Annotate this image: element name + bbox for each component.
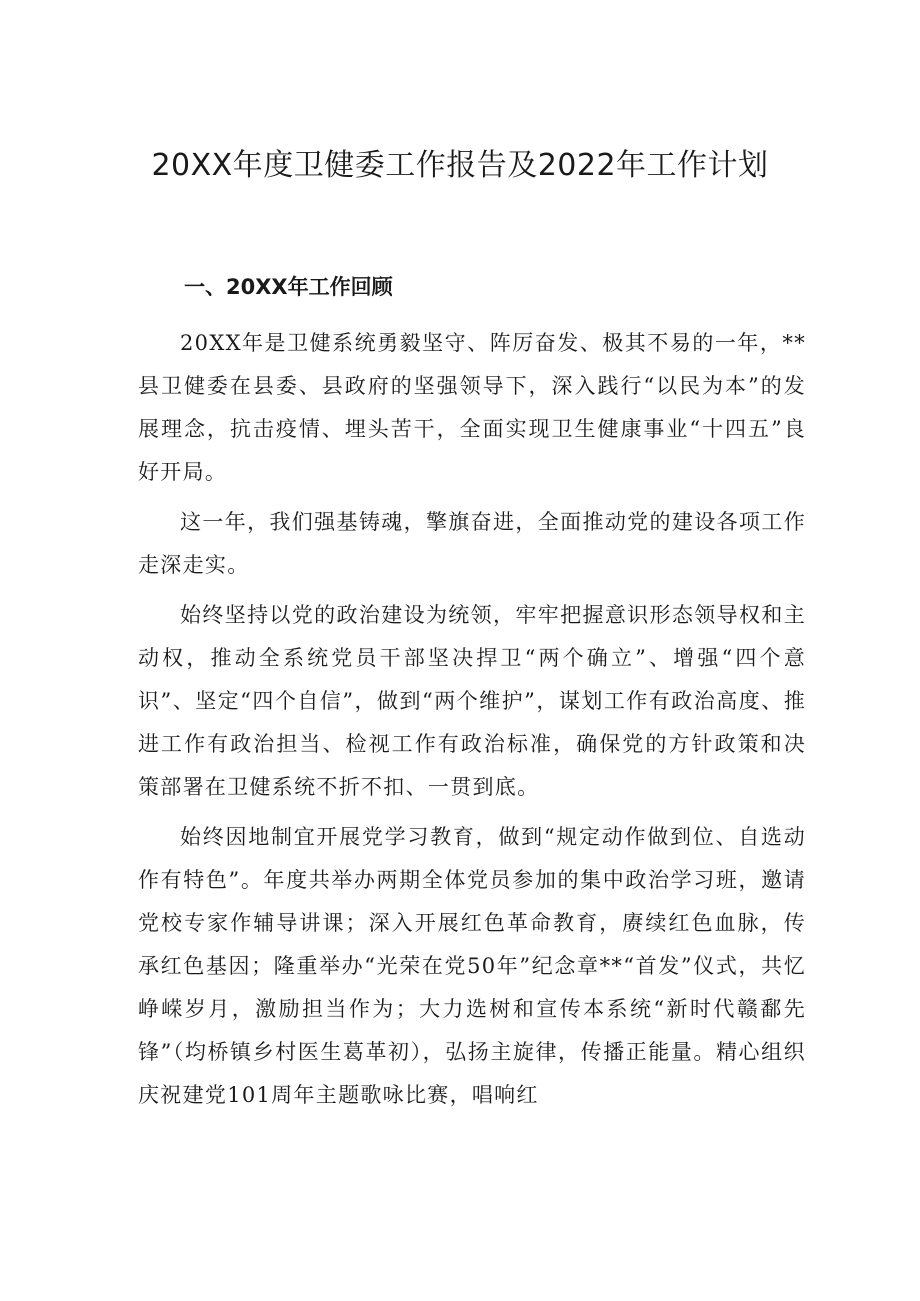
paragraph-1: 20XX年是卫健系统勇毅坚守、阵厉奋发、极其不易的一年，**县卫健委在县委、县政府的坚强领导下，深入践行“以民为本”的发展理念，抗击疫情、埋头苦干，全面实现卫生健康事业“十四五”良好开局。 <box>138 331 806 484</box>
paragraph-2: 这一年，我们强基铸魂，擎旗奋进，全面推动党的建设各项工作走深走实。 <box>138 510 806 577</box>
section-heading: 一、20XX年工作回顾 <box>184 275 393 299</box>
body-text <box>138 322 806 1117</box>
document-title: 20XX年度卫健委工作报告及2022年工作计划 <box>151 148 769 183</box>
paragraph-4: 始终因地制宜开展党学习教育，做到“规定动作做到位、自选动作有特色”。年度共举办两期全体党员参加的集中政治学习班，邀请党校专家作辅导讲课；深入开展红色革命教育，赓续红色血脉，传承红色基因；隆重举办“光荣在党50年”纪念章**“首发”仪式，共忆峥嵘岁月，激励担当作为；大力选树和宣传本系统“新时代赣鄱先锋”（均桥镇乡村医生葛革初），弘扬主旋律，传播正能量。精心组织庆祝建党101周年主题歌咏比赛，唱响红 <box>138 825 806 1107</box>
paragraph-3: 始终坚持以党的政治建设为统领，牢牢把握意识形态领导权和主动权，推动全系统党员干部坚决捍卫“两个确立”、增强“四个意识”、坚定“四个自信”，做到“两个维护”，谋划工作有政治高度、推进工作有政治担当、检视工作有政治标准，确保党的方针政策和决策部署在卫健系统不折不扣、一贯到底。 <box>138 603 806 799</box>
